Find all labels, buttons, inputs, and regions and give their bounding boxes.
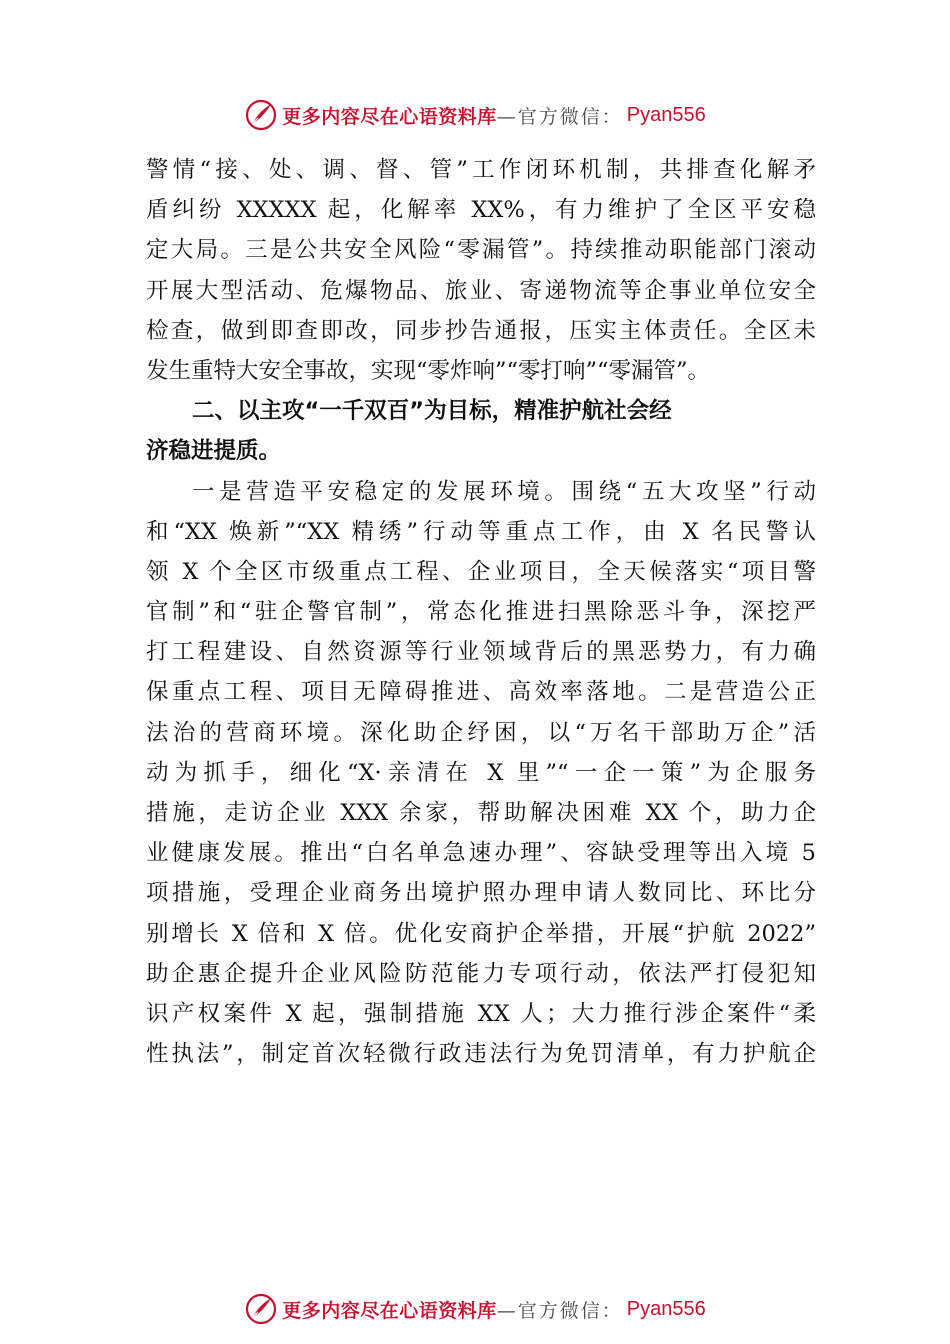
body-line: 保重点工程、项目无障碍推进、高效率落地。二是营造公正 [146,679,816,706]
body-line: 别增长 X 倍和 X 倍。优化安商护企举措，开展“护航 2022” [146,920,816,947]
body-line: 开展大型活动、危爆物品、旅业、寄递物流等企事业单位安全 [146,277,816,304]
body-line: 检查，做到即查即改，同步抄告通报，压实主体责任。全区未 [146,317,816,344]
header-watermark [0,95,950,135]
quill-logo-icon [244,1292,278,1326]
body-line: 官制”和“驻企警官制”，常态化推进扫黑除恶斗争，深挖严 [146,599,816,626]
footer-watermark [0,1289,950,1329]
section-heading: 二、以主攻“一千双百”为目标，精准护航社会经 [192,398,672,425]
body-line: 打工程建设、自然资源等行业领域背后的黑恶势力，有力确 [146,639,816,666]
quill-logo-icon [244,98,278,132]
body-line: 和“XX 焕新”“XX 精绣”行动等重点工作，由 X 名民警认 [146,518,816,545]
body-line: 发生重特大安全事故，实现“零炸响”“零打响”“零漏管”。 [146,357,711,384]
body-line: 助企惠企提升企业风险防范能力专项行动，依法严打侵犯知 [146,960,816,987]
body-line: 领 X 个全区市级重点工程、企业项目，全天候落实“项目警 [146,558,816,585]
body-line: 性执法”，制定首次轻微行政违法行为免罚清单，有力护航企 [146,1041,816,1068]
body-line: 一是营造平安稳定的发展环境。围绕“五大攻坚”行动 [192,478,816,505]
section-heading-cont: 济稳进提质。 [146,438,282,465]
body-line: 措施，走访企业 XXX 余家，帮助解决困难 XX 个，助力企 [146,800,816,826]
watermark-wechat-id: Pyan556 [626,1297,706,1320]
body-line: 定大局。三是公共安全风险“零漏管”。持续推动职能部门滚动 [146,237,816,264]
watermark-wechat-label: —官方微信： [496,1299,623,1322]
watermark-wechat-label: —官方微信： [496,105,623,128]
body-line: 项措施，受理企业商务出境护照办理申请人数同比、环比分 [146,880,816,907]
body-line: 警情“接、处、调、督、管”工作闭环机制，共排查化解矛 [146,157,816,183]
body-line: 动为抓手，细化“X·亲清在 X 里”“一企一策”为企服务 [146,759,816,786]
document-body [146,150,816,1074]
watermark-wechat-id: Pyan556 [626,103,706,126]
body-line: 盾纠纷 XXXXX 起，化解率 XX%，有力维护了全区平安稳 [146,197,816,224]
body-line: 法治的营商环境。深化助企纾困，以“万名干部助万企”活 [146,719,816,746]
watermark-title: 更多内容尽在心语资料库 [282,105,497,128]
body-line: 业健康发展。推出“白名单急速办理”、容缺受理等出入境 5 [146,840,816,867]
watermark-title: 更多内容尽在心语资料库 [282,1299,497,1322]
body-line: 识产权案件 X 起，强制措施 XX 人；大力推行涉企案件“柔 [146,1000,816,1027]
